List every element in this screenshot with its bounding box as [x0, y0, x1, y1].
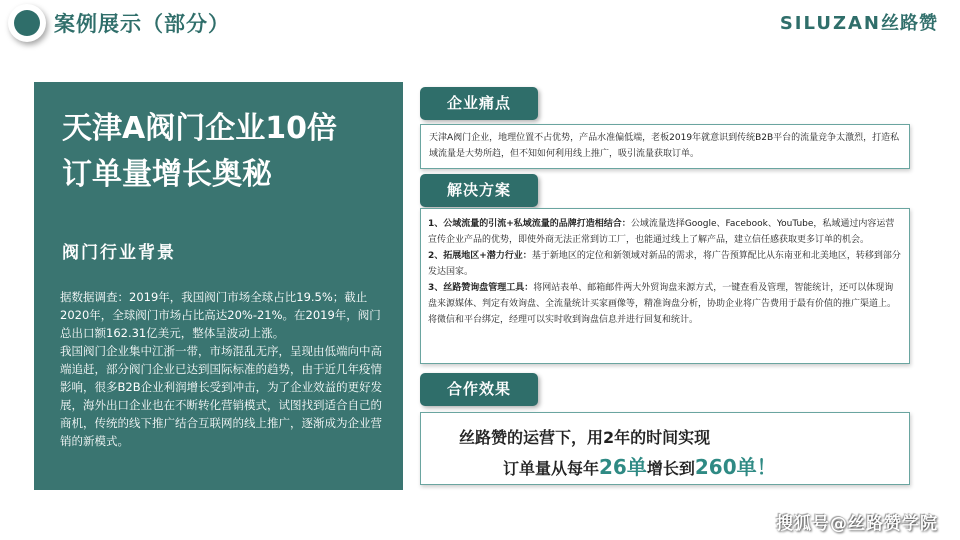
brand-logo	[780, 9, 938, 35]
headline-line-1: 天津A阀门企业10倍	[62, 111, 337, 146]
result-suffix: ！	[756, 455, 777, 479]
result-line-2	[503, 451, 777, 480]
case-headline	[62, 106, 392, 198]
solution-point-text: 将网站表单、邮箱邮件两大外贸询盘来源方式，一键查看及管理，智能统计，还可以体现询盘来源媒体、判定有效询盘、全流量统计买家画像等，精准询盘分析，协助企业将广告费用于最有价值的推广渠道上。将微信和平台绑定，经理可以实时收到询盘信息并进行回复和统计。	[428, 283, 897, 325]
solution-point-title: 2、拓展地区+潜力行业：	[428, 251, 532, 261]
solution-tab: 解决方案	[420, 174, 538, 207]
solution-point	[428, 280, 902, 328]
result-prefix: 订单量从每年	[503, 459, 600, 478]
result-to-value: 260单	[694, 455, 757, 479]
logo-latin: SILUZAN	[779, 13, 881, 34]
background-paragraph-1: 据数据调查：2019年，我国阀门市场全球占比19.5%；截止2020年，全球阀门市场占比高达20%-21%。在2019年，阀门总出口额162.31亿美元，整体呈波动上涨。	[60, 290, 381, 340]
pain-points-box: 天津A阀门企业，地理位置不占优势，产品水准偏低端，老板2019年就意识到传统B2B平台的流量竞争太激烈，打造私域流量是大势所趋，但不知如何利用线上推广，吸引流量获取订单。	[420, 124, 910, 169]
watermark: 搜狐号@丝路赞学院	[776, 514, 938, 534]
result-box	[420, 412, 910, 485]
pain-points-tab: 企业痛点	[420, 87, 538, 120]
solution-point-title: 3、丝路赞询盘管理工具：	[428, 283, 534, 293]
circle-badge-icon	[8, 4, 46, 42]
solution-box	[420, 208, 910, 364]
solution-point-text: 基于新地区的定位和新领域对新品的需求，将广告预算配比从东南亚和北美地区，转移到部分发达国家。	[428, 251, 901, 277]
page-title: 案例展示（部分）	[54, 12, 230, 36]
result-from-value: 26单	[599, 455, 647, 479]
solution-point	[428, 216, 902, 248]
result-line-1: 丝路赞的运营下，用2年的时间实现	[459, 428, 711, 447]
solution-point	[428, 248, 902, 280]
background-paragraph-2: 我国阀门企业集中江浙一带，市场混乱无序，呈现由低端向中高端追赶，部分阀门企业已达到国际标准的趋势，由于近几年疫情影响，很多B2B企业利润增长受到冲击，为了企业效益的更好发展，海外出口企业也在不断转化营销模式，试图找到适合自己的商机，传统的线下推广结合互联网的线上推广，逐渐成为企业营销的新模式。	[60, 344, 383, 448]
industry-background-heading: 阀门行业背景	[62, 243, 176, 263]
headline-line-2: 订单量增长奥秘	[62, 157, 272, 192]
logo-cn: 丝路赞	[881, 13, 938, 34]
case-background-panel	[34, 82, 403, 490]
solution-point-text: 公域流量选择Google、Facebook、YouTube，私域通过内容运营宣传企业产品的优势，即使外商无法正常到访工厂，也能通过线上了解产品，建立信任感获取更多订单的机会。	[428, 219, 895, 245]
industry-background-text	[60, 288, 386, 450]
result-mid: 增长到	[646, 459, 695, 478]
result-tab: 合作效果	[420, 373, 538, 406]
solution-point-title: 1、公域流量的引流+私域流量的品牌打造相结合：	[428, 219, 631, 229]
